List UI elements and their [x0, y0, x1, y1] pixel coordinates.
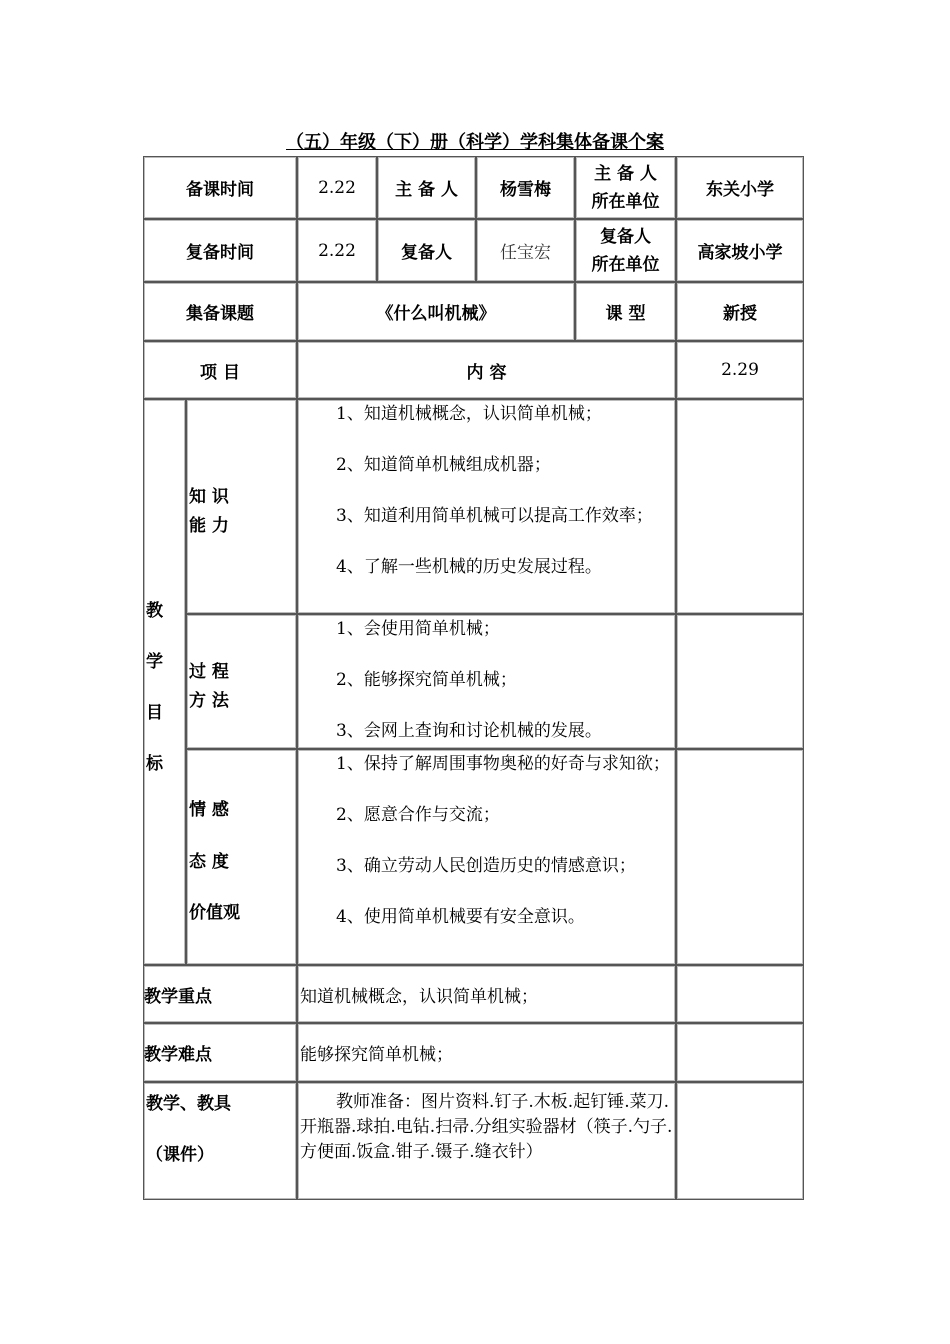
- prep-date: 2.22: [297, 156, 377, 219]
- reviewer-unit-label-line1: 复备人: [600, 226, 651, 247]
- reviewer-label: 复备人: [377, 219, 476, 282]
- reviewer-unit-label: [575, 219, 676, 282]
- teaching-goals-label: [143, 399, 186, 965]
- process-label-line2: 方 法: [189, 691, 229, 711]
- key-point-notes: [676, 965, 804, 1023]
- difficulty-label: 教学难点: [143, 1023, 297, 1082]
- process-method-label: [186, 614, 297, 749]
- knowledge-item: 2、知道简单机械组成机器；: [336, 455, 551, 475]
- emotion-attitude-label: [186, 749, 297, 965]
- lesson-type-value: 新授: [676, 282, 804, 341]
- content-header: 内 容: [297, 341, 676, 399]
- preparer-unit-label-line2: 所在单位: [591, 191, 660, 212]
- process-method-content: [297, 614, 676, 749]
- tools-label-line1: 教学、教具: [146, 1094, 231, 1114]
- knowledge-ability-notes: [676, 399, 804, 614]
- tools-notes: [676, 1082, 804, 1200]
- reviewer-name: 任宝宏: [476, 219, 575, 282]
- tools-content: [297, 1082, 676, 1200]
- reviewer-unit-label-line2: 所在单位: [591, 254, 660, 275]
- emotion-label-line3: 价值观: [189, 903, 240, 923]
- goals-char-3: 目: [146, 703, 163, 723]
- process-item: 3、会网上查询和讨论机械的发展。: [336, 721, 602, 741]
- knowledge-ability-content: [297, 399, 676, 614]
- emotion-attitude-notes: [676, 749, 804, 965]
- item-header: 项 目: [143, 341, 297, 399]
- review-date: 2.22: [297, 219, 377, 282]
- emotion-item: 1、保持了解周围事物奥秘的好奇与求知欲；: [336, 754, 670, 774]
- knowledge-item: 4、了解一些机械的历史发展过程。: [336, 557, 602, 577]
- knowledge-item: 3、知道利用简单机械可以提高工作效率；: [336, 506, 653, 526]
- reviewer-unit: 高家坡小学: [676, 219, 804, 282]
- goals-char-4: 标: [146, 754, 163, 774]
- process-item: 1、会使用简单机械；: [336, 619, 500, 639]
- emotion-label-line1: 情 感: [189, 800, 229, 820]
- revision-date: 2.29: [676, 341, 804, 399]
- process-method-notes: [676, 614, 804, 749]
- knowledge-item: 1、知道机械概念，认识简单机械；: [336, 404, 602, 424]
- goals-char-2: 学: [146, 652, 163, 672]
- key-point-label: 教学重点: [143, 965, 297, 1023]
- emotion-item: 3、确立劳动人民创造历史的情感意识；: [336, 856, 636, 876]
- lesson-type-label: 课 型: [575, 282, 676, 341]
- emotion-item: 2、愿意合作与交流；: [336, 805, 500, 825]
- preparer-label: 主 备 人: [377, 156, 476, 219]
- process-label-line1: 过 程: [189, 662, 229, 682]
- topic-value: 《什么叫机械》: [297, 282, 575, 341]
- emotion-label-line2: 态 度: [189, 852, 229, 872]
- preparer-unit-label: [575, 156, 676, 219]
- tools-label-line2: （课件）: [146, 1145, 214, 1165]
- preparer-unit-label-line1: 主 备 人: [594, 163, 657, 184]
- prep-time-label: 备课时间: [143, 156, 297, 219]
- process-item: 2、能够探究简单机械；: [336, 670, 517, 690]
- knowledge-label-line2: 能 力: [189, 516, 229, 536]
- tools-text: 教师准备：图片资料.钉子.木板.起钉锤.菜刀.开瓶器.球拍.电钻.扫帚.分组实验器材（筷子.勺子.方便面.饭盒.钳子.镊子.缝衣针）: [300, 1092, 673, 1162]
- page-title: （五）年级（下）册（科学）学科集体备课个案: [286, 132, 664, 153]
- preparer-unit: 东关小学: [676, 156, 804, 219]
- emotion-attitude-content: [297, 749, 676, 965]
- goals-char-1: 教: [146, 601, 163, 621]
- knowledge-label-line1: 知 识: [189, 487, 229, 507]
- emotion-item: 4、使用简单机械要有安全意识。: [336, 907, 585, 927]
- knowledge-ability-label: [186, 399, 297, 614]
- difficulty-text: 能够探究简单机械；: [297, 1023, 676, 1082]
- tools-label: [143, 1082, 297, 1200]
- key-point-text: 知道机械概念，认识简单机械；: [297, 965, 676, 1023]
- topic-label: 集备课题: [143, 282, 297, 341]
- difficulty-notes: [676, 1023, 804, 1082]
- review-time-label: 复备时间: [143, 219, 297, 282]
- preparer-name: 杨雪梅: [476, 156, 575, 219]
